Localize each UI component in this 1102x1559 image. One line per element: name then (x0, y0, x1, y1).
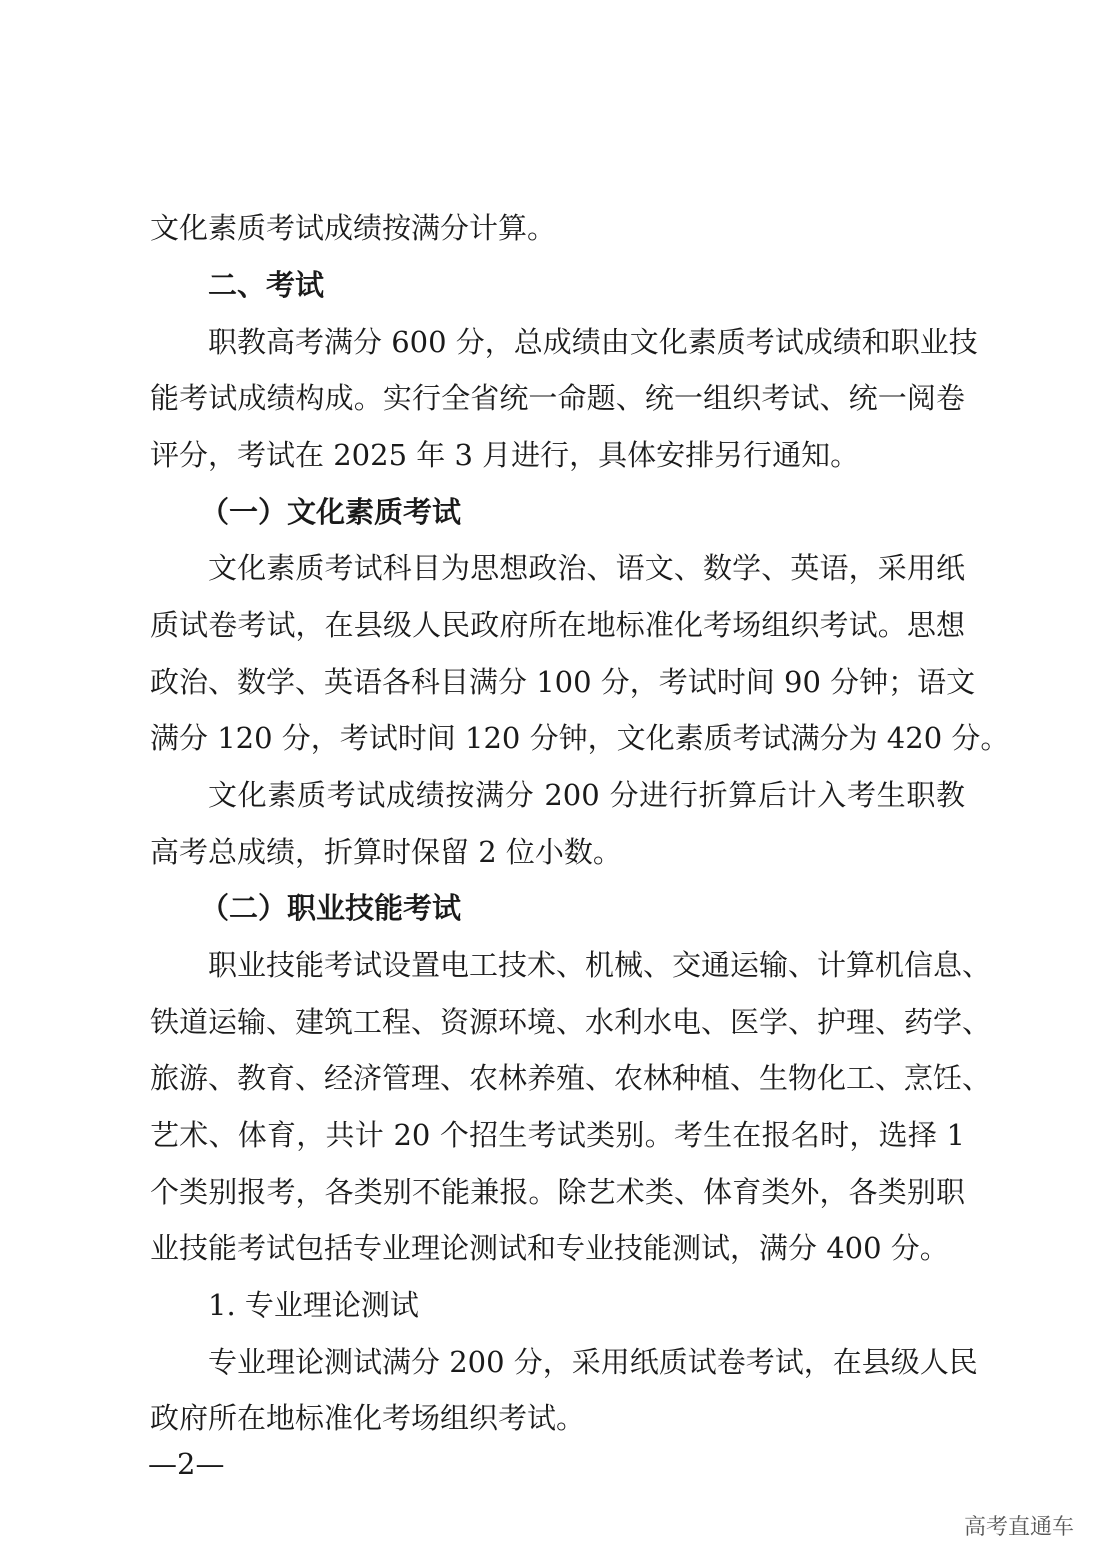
section-heading-exam: 二、考试 (208, 268, 325, 302)
paragraph-line: 艺术、体育，共计 20 个招生考试类别。考生在报名时，选择 1 (150, 1118, 965, 1152)
paragraph-line: 职教高考满分 600 分，总成绩由文化素质考试成绩和职业技 (208, 325, 978, 359)
paragraph-line: 文化素质考试成绩按满分 200 分进行折算后计入考生职教 (208, 778, 965, 812)
paragraph-line: 能考试成绩构成。实行全省统一命题、统一组织考试、统一阅卷 (150, 381, 965, 415)
paragraph-line: 个类别报考，各类别不能兼报。除艺术类、体育类外，各类别职 (150, 1175, 965, 1209)
paragraph-line: 政治、数学、英语各科目满分 100 分，考试时间 90 分钟；语文 (150, 665, 976, 699)
subsection-heading-skill: （二）职业技能考试 (200, 891, 462, 925)
paragraph-line: 评分，考试在 2025 年 3 月进行，具体安排另行通知。 (150, 438, 860, 472)
paragraph-line: 高考总成绩，折算时保留 2 位小数。 (150, 835, 622, 869)
paragraph-line: 业技能考试包括专业理论测试和专业技能测试，满分 400 分。 (150, 1231, 949, 1265)
paragraph-line: 质试卷考试，在县级人民政府所在地标准化考场组织考试。思想 (150, 608, 965, 642)
paragraph-line: 文化素质考试科目为思想政治、语文、数学、英语，采用纸 (208, 551, 965, 585)
page-number: —2— (148, 1447, 225, 1481)
paragraph-line: 满分 120 分，考试时间 120 分钟，文化素质考试满分为 420 分。 (150, 721, 1010, 755)
paragraph-line: 旅游、教育、经济管理、农林养殖、农林种植、生物化工、烹饪、 (150, 1061, 992, 1095)
intro-line: 文化素质考试成绩按满分计算。 (150, 211, 557, 245)
paragraph-line: 职业技能考试设置电工技术、机械、交通运输、计算机信息、 (208, 948, 992, 982)
subsection-heading-culture: （一）文化素质考试 (200, 495, 462, 529)
paragraph-line: 铁道运输、建筑工程、资源环境、水利水电、医学、护理、药学、 (150, 1005, 992, 1039)
paragraph-line: 政府所在地标准化考场组织考试。 (150, 1401, 586, 1435)
watermark: 高考直通车 (963, 1515, 1074, 1540)
item-heading-theory: 1. 专业理论测试 (208, 1288, 419, 1322)
paragraph-line: 专业理论测试满分 200 分，采用纸质试卷考试，在县级人民 (208, 1345, 978, 1379)
